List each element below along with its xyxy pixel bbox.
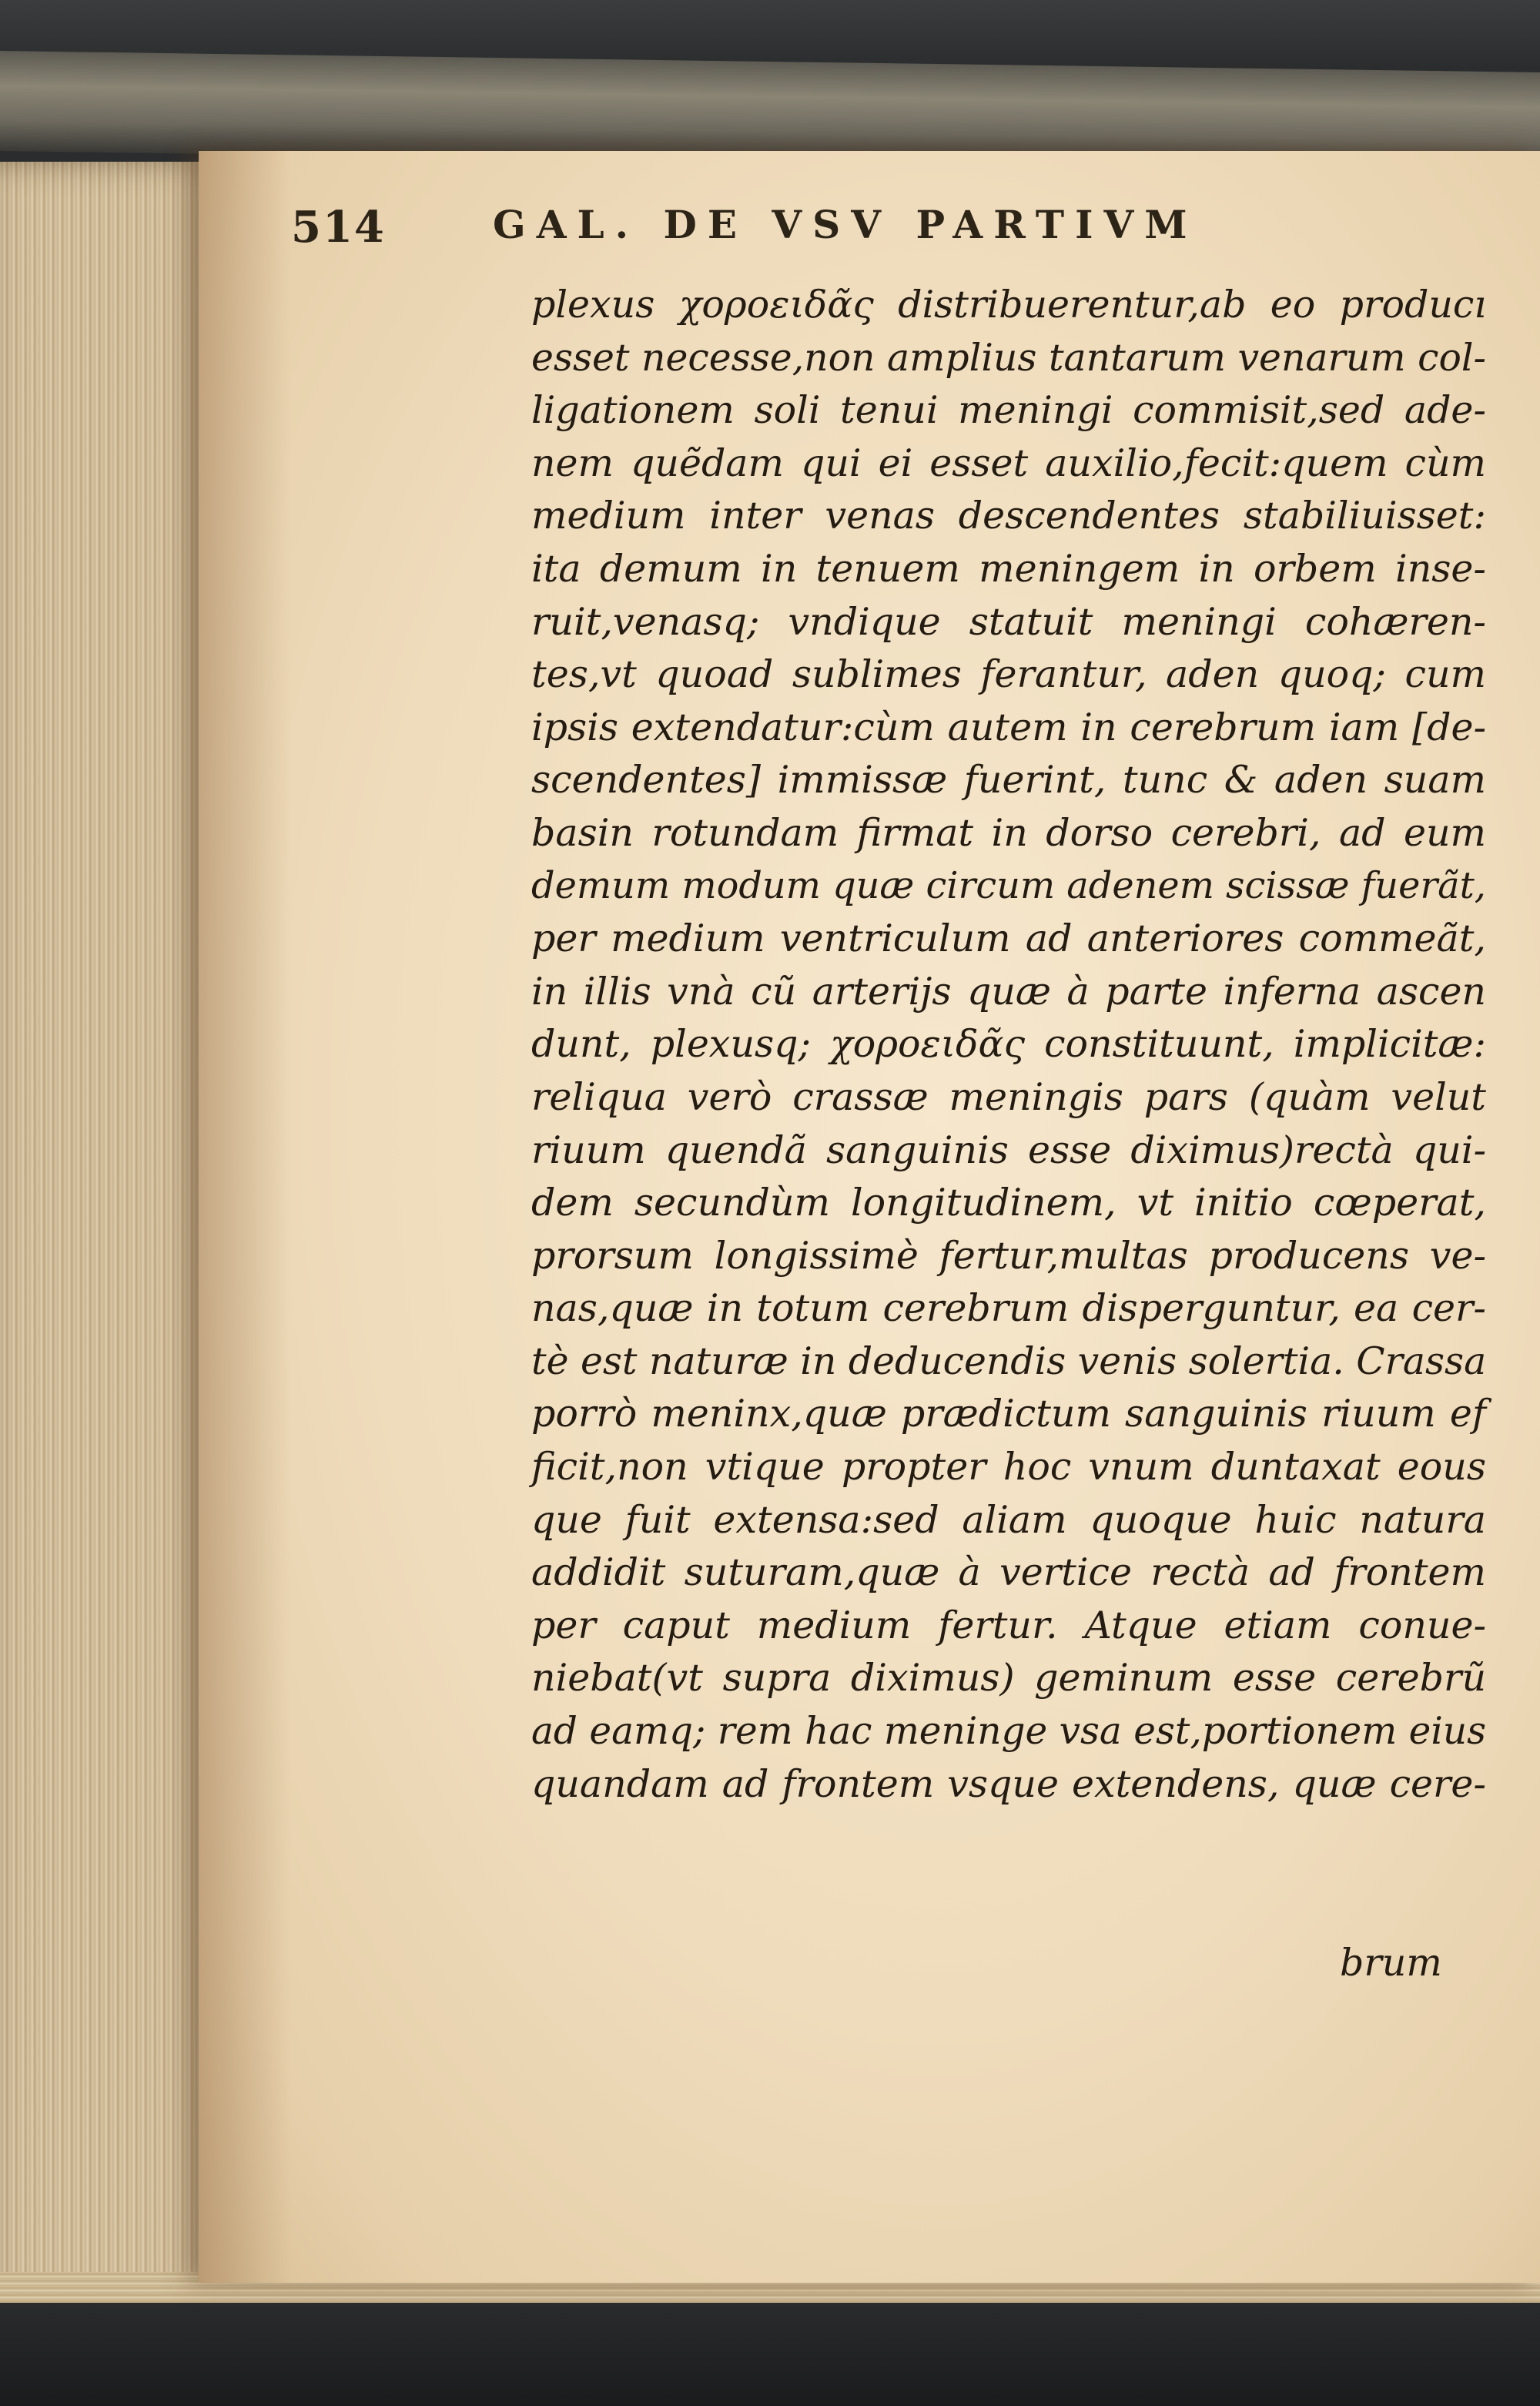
text-line: scendentes] immissæ fuerint, tunc & aden suam [531,758,1486,803]
text-line: ad eamq; rem hac meninge vsa est,portionem eius [531,1710,1486,1754]
text-line: nem quẽdam qui ei esset auxilio,fecit:quem cùm [531,441,1486,485]
running-title: GAL. DE VSV PARTIVM [493,202,1198,247]
text-line: prorsum longissimè fertur,multas producens ve- [531,1233,1486,1278]
text-line: niebat(vt supra diximus) geminum esse cerebrũ [531,1656,1486,1701]
gutter-shadow [199,151,291,2283]
text-line: plexus χοροειδᾶς distribuerentur,ab eo producı [531,283,1486,327]
page-stack-edge [0,162,223,2318]
text-line: per medium ventriculum ad anteriores commeãt, [531,916,1486,961]
body-text [531,279,1486,1811]
text-line: tè est naturæ in deducendis venis solertia. Crassa [531,1339,1487,1383]
text-line: reliqua verò crassæ meningis pars (quàm velut [531,1074,1486,1119]
text-line: nas,quæ in totum cerebrum disperguntur, ea cer- [531,1286,1486,1331]
text-line: tes,vt quoad sublimes ferantur, aden quoq; cum [531,652,1486,697]
background-bottom [0,2303,1540,2406]
text-line: dem secundùm longitudinem, vt initio cœperat, [531,1181,1486,1225]
text-line: riuum quendã sanguinis esse diximus)rectà qui- [531,1128,1486,1172]
text-line: esset necesse,non amplius tantarum venarum col- [531,335,1486,380]
text-line: ruit,venasq; vndique statuit meningi cohæren- [531,599,1486,644]
text-line: ligationem soli tenui meningi commisit,sed ade- [531,388,1486,433]
text-line: quandam ad frontem vsque extendens, quæ cere- [531,1761,1486,1806]
text-line: medium inter venas descendentes stabiliuisset: [531,494,1486,538]
page-header [291,202,1369,271]
text-line: ita demum in tenuem meningem in orbem inse- [531,546,1486,591]
text-line: que fuit extensa:sed aliam quoque huic natura [531,1497,1486,1542]
text-line: ipsis extendatur:cùm autem in cerebrum iam [de- [531,705,1486,749]
text-line: demum modum quæ circum adenem scissæ fuerãt, [531,864,1486,907]
text-line: porrò meninx,quæ prædictum sanguinis riuum ef [531,1392,1486,1436]
text-line: addidit suturam,quæ à vertice rectà ad frontem [531,1550,1486,1595]
page-number: 514 [291,202,386,253]
text-line: basin rotundam firmat in dorso cerebri, ad eum [531,810,1486,855]
catchword: brum [1340,1941,1442,1985]
text-line: in illis vnà cũ arterijs quæ à parte inferna ascen [531,969,1486,1014]
text-line: ficit,non vtique propter hoc vnum duntaxat eous [531,1445,1486,1490]
text-line: per caput medium fertur. Atque etiam conue- [531,1603,1486,1647]
text-line: dunt, plexusq; χοροειδᾶς constituunt, implicitæ: [531,1022,1486,1067]
